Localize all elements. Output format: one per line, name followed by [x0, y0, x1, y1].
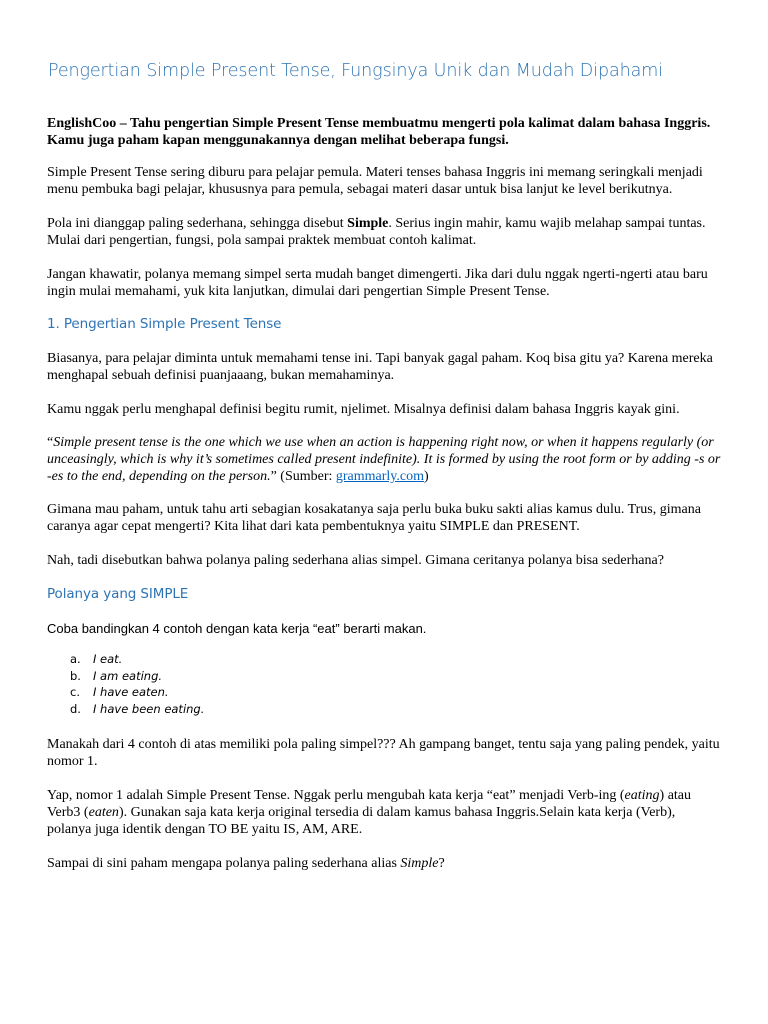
section-heading-1: 1. Pengertian Simple Present Tense [47, 316, 282, 332]
list-item [70, 701, 722, 718]
paragraph-khawatir: Jangan khawatir, polanya memang simpel serta mudah banget dimengerti. Jika dari dulu nggak ngerti-ngerti atau baru ingin mulai memahami, yuk kita lanjutkan, dimulai dari pengertian Simple Present Tense. [47, 267, 708, 299]
quote-close-mark: ” [270, 469, 277, 484]
list-item [70, 651, 722, 668]
paragraph-sampai [47, 855, 722, 872]
list-item [70, 668, 722, 685]
list-marker: c. [70, 685, 80, 699]
paragraph-text: Sampai di sini paham mengapa polanya paling sederhana alias [47, 856, 401, 871]
paragraph-text: . Serius ingin mahir, kamu wajib melahap sampai tuntas. Mulai dari pengertian, fungsi, pola sampai praktek membuat contoh kalimat. [47, 216, 706, 248]
italic-term: Simple [400, 856, 439, 871]
list-marker: b. [70, 668, 81, 683]
paragraph-simple [47, 215, 722, 249]
paragraph-text: Pola ini dianggap paling sederhana, sehingga disebut [47, 216, 348, 231]
quote-open-mark: “ [47, 435, 54, 450]
paragraph-text: ? [438, 856, 445, 871]
paragraph-gimana: Gimana mau paham, untuk tahu arti sebagian kosakatanya saja perlu buka buku sakti alias kamus dulu. Trus, gimana caranya agar cepat mengerti? Kita lihat dari kata pembentuknya yaitu SIMPLE dan PRESENT. [47, 502, 701, 534]
lead-paragraph: EnglishCoo – Tahu pengertian Simple Present Tense membuatmu mengerti pola kalimat dalam bahasa Inggris. Kamu juga paham kapan menggunakannya dengan melihat beberapa fungsi. [47, 116, 711, 148]
list-marker: d. [70, 701, 81, 716]
source-link[interactable]: grammarly.com [335, 469, 425, 484]
paragraph-intro: Simple Present Tense sering diburu para pelajar pemula. Materi tenses bahasa Inggris ini memang seringkali menjadi menu pembuka bagi pelajar, khususnya para pemula, sebagai materi dasar untuk bisa lanjut ke level berikutnya. [47, 165, 703, 197]
quote-source-suffix: ) [424, 469, 429, 484]
paragraph-biasanya: Biasanya, para pelajar diminta untuk memahami tense ini. Tapi banyak gagal paham. Koq bisa gitu ya? Karena mereka menghapal sebuah definisi puanjaaang, bukan memahaminya. [47, 351, 713, 383]
paragraph-text: ). Gunakan saja kata kerja original tersedia di dalam kamus bahasa Inggris.Selain kata kerja (Verb), polanya juga identik dengan TO BE yaitu IS, AM, ARE. [47, 805, 676, 837]
examples-list [47, 651, 722, 717]
example-text: I have been eating. [93, 701, 205, 716]
paragraph-definisi: Kamu nggak perlu menghapal definisi begitu rumit, njelimet. Misalnya definisi dalam bahasa Inggris kayak gini. [47, 402, 680, 417]
list-item [70, 684, 722, 701]
paragraph-nah: Nah, tadi disebutkan bahwa polanya paling sederhana alias simpel. Gimana ceritanya polanya bisa sederhana? [47, 553, 664, 568]
document-title: Pengertian Simple Present Tense, Fungsinya Unik dan Mudah Dipahami [48, 61, 663, 81]
bold-term: Simple [347, 216, 389, 231]
paragraph-yap [47, 787, 722, 838]
example-text: I have eaten. [93, 685, 169, 699]
quote-text: Simple present tense is the one which we use when an action is happening right now, or when it happens regularly (or unceasingly, which is why it’s sometimes called present indefinite). It is formed by using the root form or by adding -s or -es to the end, depending on the person. [47, 435, 721, 484]
paragraph-text: ) atau Verb3 ( [47, 788, 692, 820]
example-text: I eat. [93, 652, 123, 666]
paragraph-bandingkan: Coba bandingkan 4 contoh dengan kata kerja “eat” berarti makan. [47, 621, 427, 636]
italic-term: eating [624, 788, 660, 803]
paragraph-text: Yap, nomor 1 adalah Simple Present Tense. Nggak perlu mengubah kata kerja “eat” menjadi Verb-ing ( [47, 788, 625, 803]
paragraph-manakah: Manakah dari 4 contoh di atas memiliki pola paling simpel??? Ah gampang banget, tentu saja yang paling pendek, yaitu nomor 1. [47, 737, 720, 769]
example-text: I am eating. [93, 668, 163, 683]
quote-source-prefix: (Sumber: [276, 469, 336, 484]
list-marker: a. [70, 652, 81, 666]
definition-quote [47, 434, 722, 485]
italic-term: eaten [88, 805, 119, 820]
section-heading-2: Polanya yang SIMPLE [47, 586, 189, 602]
